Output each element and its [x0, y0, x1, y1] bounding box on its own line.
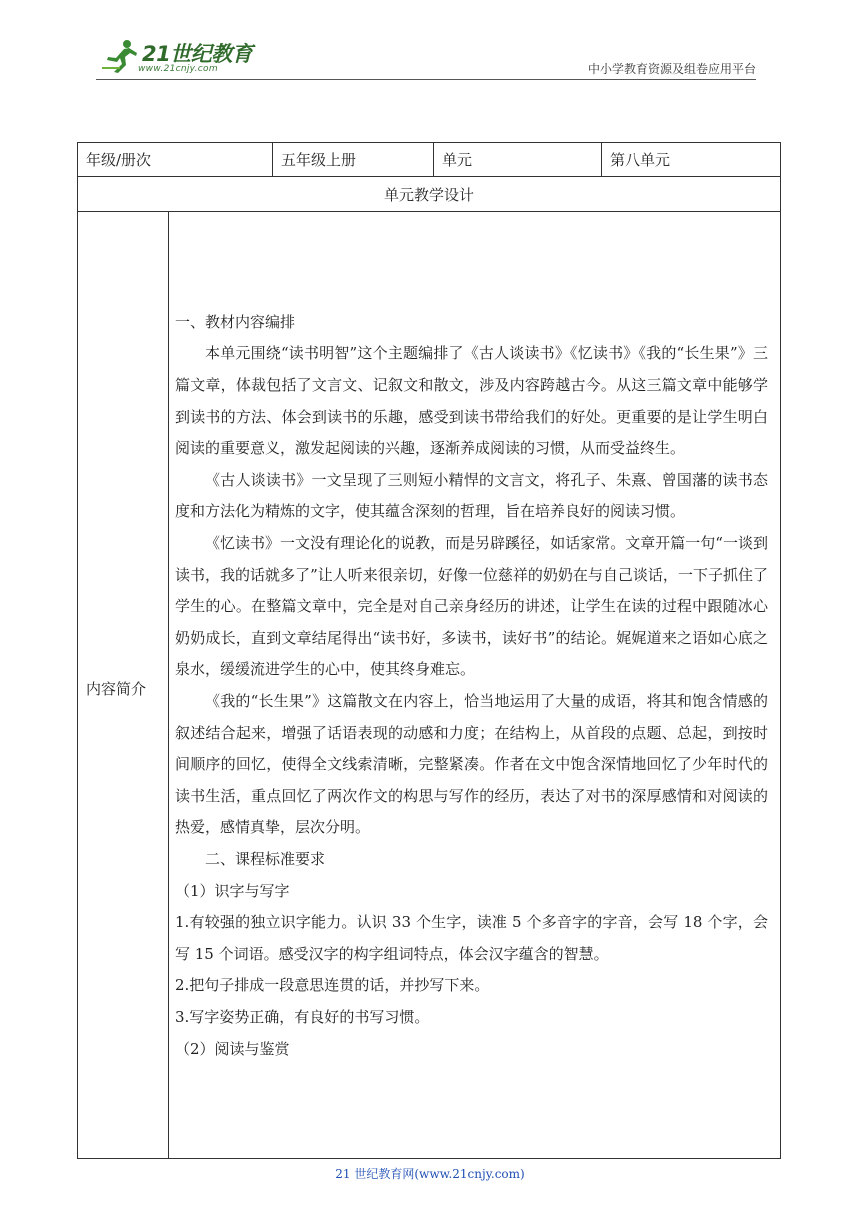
grade-label: 年级/册次	[78, 143, 273, 177]
header-divider	[96, 79, 756, 80]
section-heading: 一、教材内容编排	[175, 312, 296, 331]
table-row	[78, 212, 781, 1159]
grade-value: 五年级上册	[273, 143, 434, 177]
table-row	[78, 143, 781, 177]
paragraph: 《我的“长生果”》这篇散文在内容上，恰当地运用了大量的成语，将其和饱含情感的叙述结合起来，增强了话语表现的动感和力度；在结构上，从首段的点题、总起，到按时间顺序的回忆，使得全文线索清晰，完整紧凑。作者在文中饱含深情地回忆了少年时代的读书生活，重点回忆了两次作文的构思与写作的经历，表达了对书的深厚感情和对阅读的热爱，感情真挚，层次分明。	[175, 692, 768, 837]
runner-logo-icon	[100, 38, 140, 74]
unit-value: 第八单元	[602, 143, 781, 177]
intro-label: 内容简介	[78, 212, 169, 1159]
list-item: 1.有较强的独立识字能力。认识 33 个生字，读准 5 个多音字的字音，会写 18 个字，会写 15 个词语。感受汉字的构字组词特点，体会汉字蕴含的智慧。	[175, 913, 768, 963]
paragraph: 本单元围绕“读书明智”这个主题编排了《古人谈读书》《忆读书》《我的“长生果”》三篇文章，体裁包括了文言文、记叙文和散文，涉及内容跨越古今。从这三篇文章中能够学到读书的方法、体会到读书的乐趣，感受到读书带给我们的好处。更重要的是让学生明白阅读的重要意义，激发起阅读的兴趣，逐渐养成阅读的习惯，从而受益终生。	[175, 344, 768, 458]
paragraph: 《忆读书》一文没有理论化的说教，而是另辟蹊径，如话家常。文章开篇一句“一谈到读书，我的话就多了”让人听来很亲切，好像一位慈祥的奶奶在与自己谈话，一下子抓住了学生的心。在整篇文章中，完全是对自己亲身经历的讲述，让学生在读的过程中跟随冰心奶奶成长，直到文章结尾得出“读书好，多读书，读好书”的结论。娓娓道来之语如心底之泉水，缓缓流进学生的心中，使其终身难忘。	[175, 534, 768, 679]
sub-heading: （2）阅读与鉴赏	[175, 1039, 290, 1058]
logo-text: 21世纪教育	[142, 42, 253, 66]
section-heading: 二、课程标准要求	[205, 849, 326, 868]
unit-label: 单元	[434, 143, 602, 177]
footer-link[interactable]: 21 世纪教育网(www.21cnjy.com)	[335, 1167, 525, 1181]
table-row	[78, 177, 781, 212]
logo-url: www.21cnjy.com	[138, 64, 218, 74]
paragraph: 《古人谈读书》一文呈现了三则短小精悍的文言文，将孔子、朱熹、曾国藩的读书态度和方法化为精炼的文字，使其蕴含深刻的哲理，旨在培养良好的阅读习惯。	[175, 470, 768, 521]
site-logo[interactable]	[96, 36, 266, 78]
list-item: 3.写字姿势正确，有良好的书写习惯。	[175, 1007, 430, 1026]
footer-divider	[96, 1158, 708, 1159]
list-item: 2.把句子排成一段意思连贯的话，并抄写下来。	[175, 976, 490, 995]
platform-title: 中小学教育资源及组卷应用平台	[587, 62, 756, 76]
design-title: 单元教学设计	[78, 177, 781, 212]
unit-design-table	[77, 142, 781, 1159]
page-header	[96, 36, 756, 80]
intro-content	[169, 212, 781, 1159]
sub-heading: （1）识字与写字	[175, 881, 290, 900]
